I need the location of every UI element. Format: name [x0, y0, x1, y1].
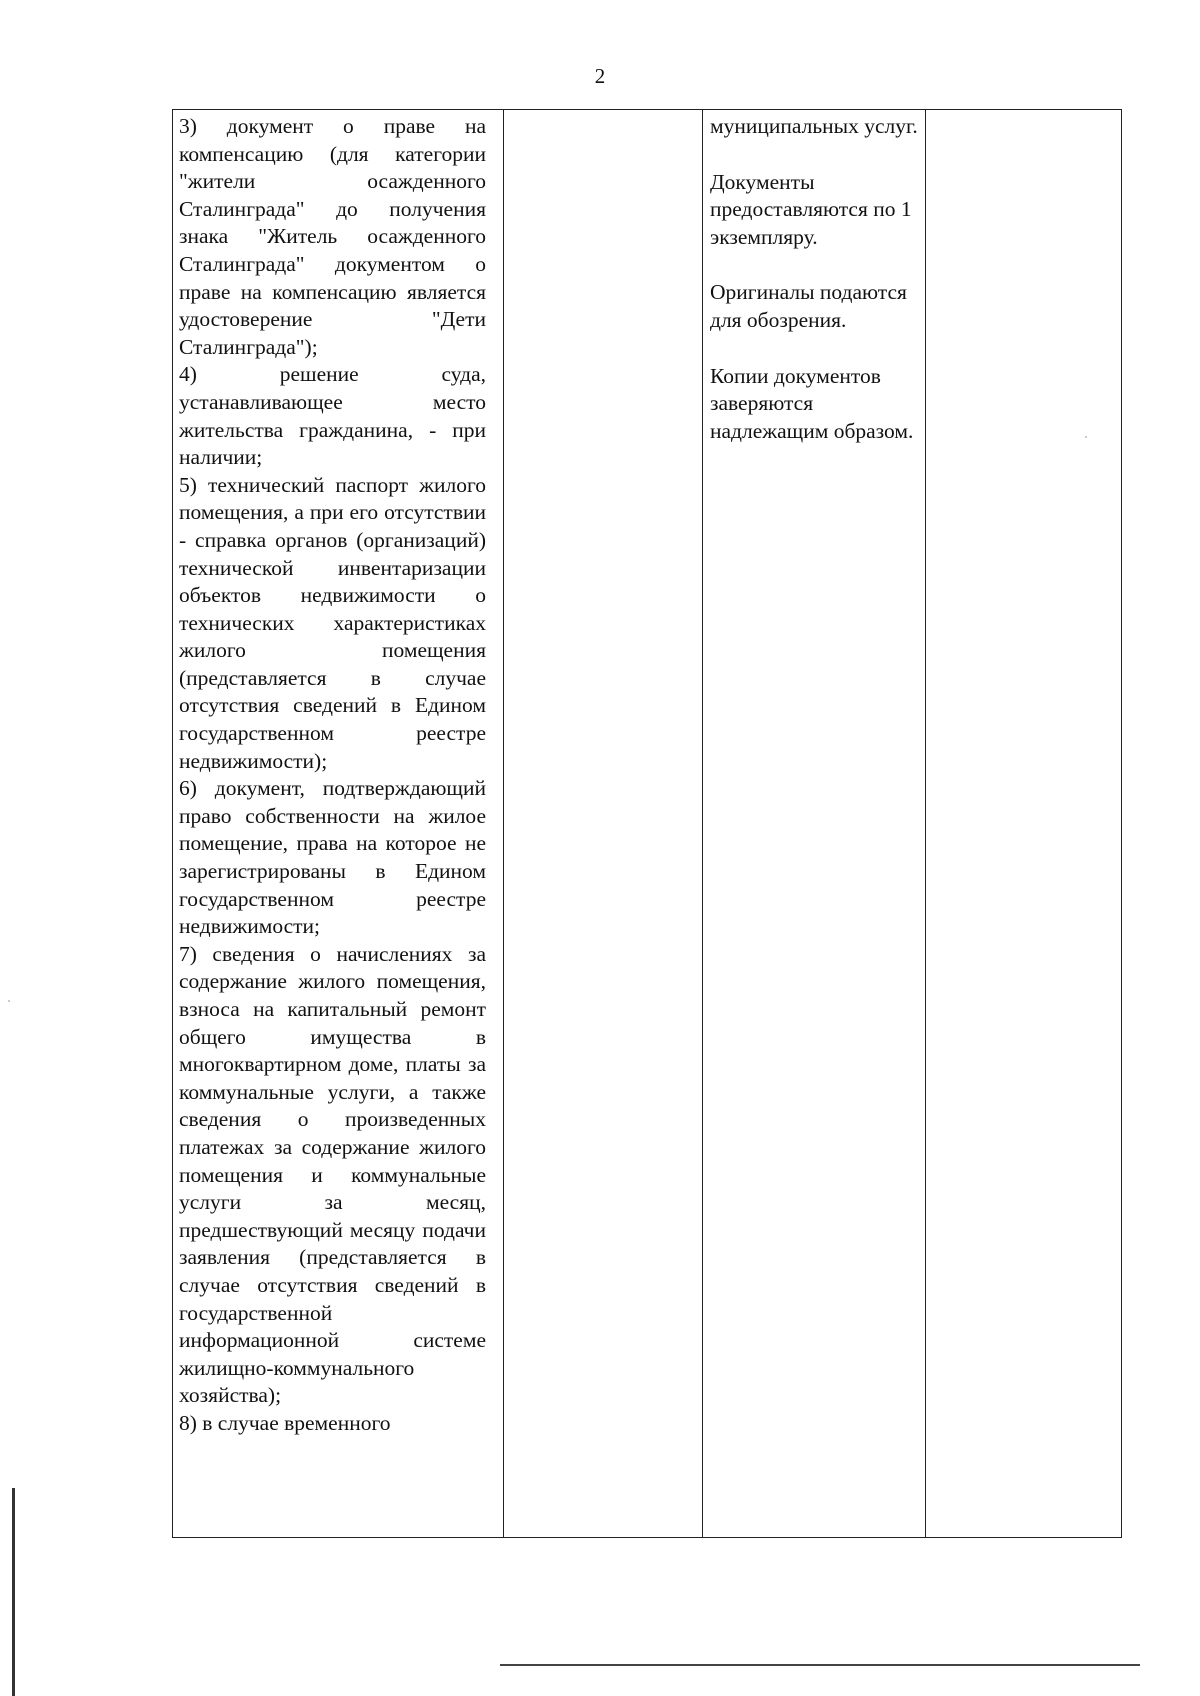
scan-bottom-rule	[500, 1664, 1140, 1666]
document-item-7: 7) сведения о начислениях за содержание жилого помещения, взноса на капитальный ремонт общего имущества в многоквартирном доме, платы за коммунальные услуги, а также сведения о произведенных платежах за содержание жилого помещения и коммунальные услуги за месяц, предшествующий месяцу подачи заявления (представляется в случае отсутствия сведений в государственной информационной системе жилищно-коммунального хозяйства);	[179, 941, 486, 1408]
column-divider-2	[702, 110, 703, 1537]
document-item-3: 3) документ о праве на компенсацию (для категории "жители осажденного Сталинграда" до получения знака "Житель осажденного Сталинграда" документом о праве на компенсацию является удостоверение "Дети Сталинграда");	[179, 114, 486, 359]
document-table	[172, 109, 1122, 1538]
scan-speck	[1085, 436, 1087, 438]
note-services: муниципальных услуг.	[710, 114, 918, 138]
document-item-8: 8) в случае временного	[179, 1410, 391, 1435]
note-copies-count: Документы предоставляются по 1 экземпляру.	[710, 169, 912, 249]
note-originals: Оригиналы подаются для обозрения.	[710, 280, 907, 332]
scan-margin-line	[12, 1488, 15, 1696]
scan-speck	[8, 1000, 10, 1002]
document-item-5: 5) технический паспорт жилого помещения, а при его отсутствии - справка органов (организаций) технической инвентаризации объектов недвижимости о технических характеристиках жилого помещения (представляется в случае отсутствия сведений в Едином государственном реестре недвижимости);	[179, 472, 486, 773]
notes-cell	[710, 113, 925, 473]
column-divider-3	[925, 110, 926, 1537]
column-divider-1	[503, 110, 504, 1537]
documents-list-cell	[179, 113, 486, 1438]
page-number: 2	[594, 64, 606, 88]
document-item-6: 6) документ, подтверждающий право собственности на жилое помещение, права на которое не зарегистрированы в Едином государственном реестре недвижимости;	[179, 776, 486, 939]
note-certification: Копии документов заверяются надлежащим образом.	[710, 363, 914, 443]
document-item-4: 4) решение суда, устанавливающее место жительства гражданина, - при наличии;	[179, 362, 486, 470]
